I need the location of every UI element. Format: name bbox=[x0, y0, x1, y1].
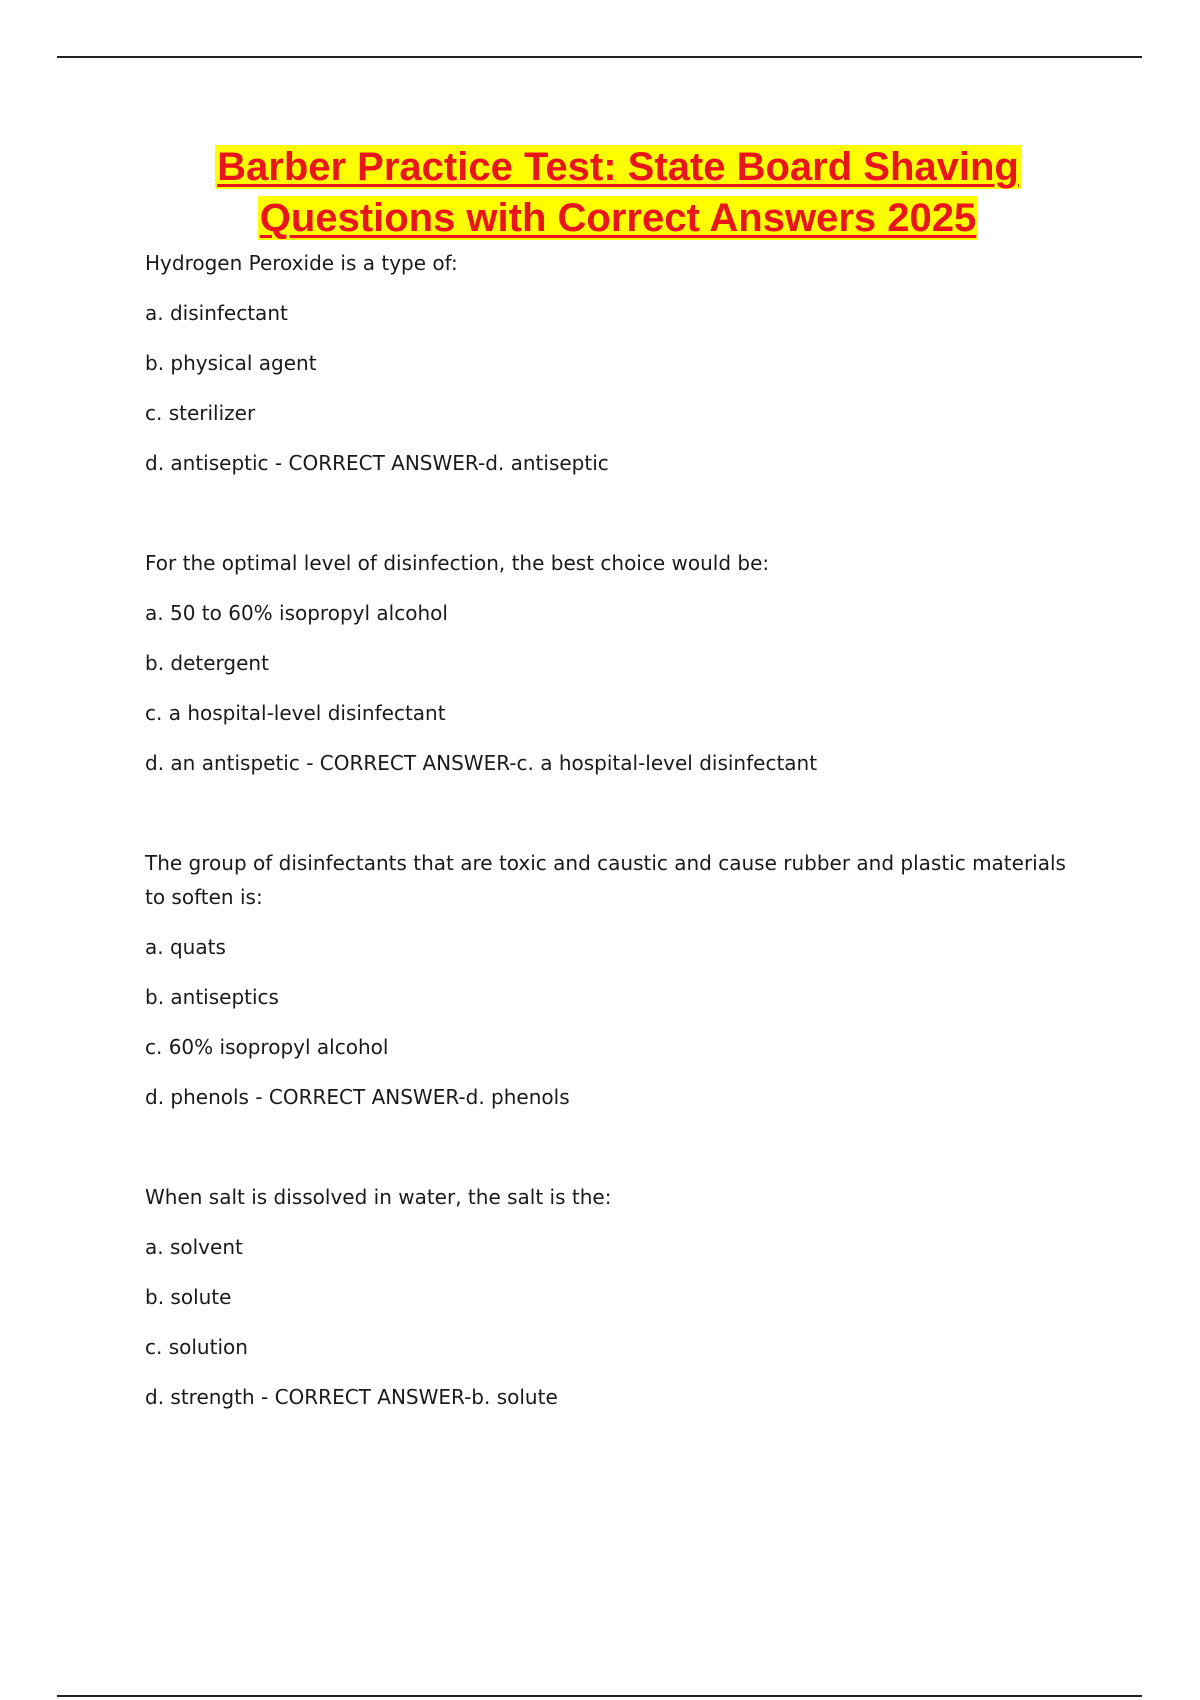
document-title bbox=[0, 142, 1200, 244]
question-text: When salt is dissolved in water, the salt is the: bbox=[145, 1185, 612, 1209]
option-b: b. detergent bbox=[145, 651, 269, 675]
option-a: a. quats bbox=[145, 935, 226, 959]
question-list bbox=[145, 246, 1090, 1480]
question-text: Hydrogen Peroxide is a type of: bbox=[145, 251, 458, 275]
option-b: b. solute bbox=[145, 1285, 232, 1309]
footer-rule bbox=[57, 1695, 1142, 1697]
header-rule bbox=[57, 56, 1142, 58]
option-d-answer: d. strength - CORRECT ANSWER-b. solute bbox=[145, 1385, 558, 1409]
option-a: a. 50 to 60% isopropyl alcohol bbox=[145, 601, 448, 625]
option-b: b. physical agent bbox=[145, 351, 317, 375]
option-c: c. 60% isopropyl alcohol bbox=[145, 1035, 389, 1059]
question-3 bbox=[145, 846, 1090, 1114]
option-c: c. a hospital-level disinfectant bbox=[145, 701, 446, 725]
question-text: The group of disinfectants that are toxic and caustic and cause rubber and plastic materials to soften is: bbox=[145, 851, 1066, 909]
option-d-answer: d. an antispetic - CORRECT ANSWER-c. a hospital-level disinfectant bbox=[145, 751, 818, 775]
option-c: c. sterilizer bbox=[145, 401, 256, 425]
option-a: a. disinfectant bbox=[145, 301, 288, 325]
question-text: For the optimal level of disinfection, the best choice would be: bbox=[145, 551, 770, 575]
option-c: c. solution bbox=[145, 1335, 248, 1359]
question-1 bbox=[145, 246, 1090, 480]
question-4 bbox=[145, 1180, 1090, 1414]
option-d-answer: d. phenols - CORRECT ANSWER-d. phenols bbox=[145, 1085, 570, 1109]
option-d-answer: d. antiseptic - CORRECT ANSWER-d. antiseptic bbox=[145, 451, 609, 475]
option-b: b. antiseptics bbox=[145, 985, 279, 1009]
question-2 bbox=[145, 546, 1090, 780]
option-a: a. solvent bbox=[145, 1235, 243, 1259]
title-line-1: Barber Practice Test: State Board Shaving bbox=[217, 145, 1019, 189]
title-line-2: Questions with Correct Answers 2025 bbox=[259, 196, 977, 240]
